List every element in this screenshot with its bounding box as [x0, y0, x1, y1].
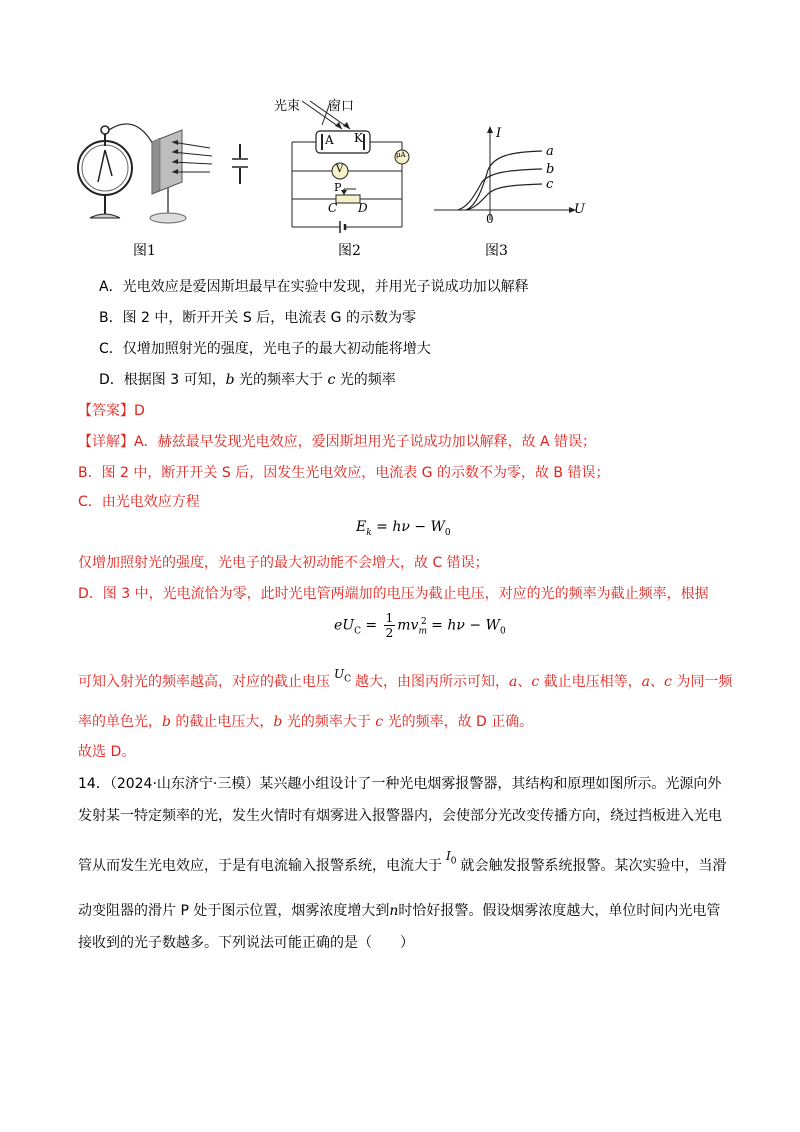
figure-1-label: 图1 — [133, 243, 156, 259]
explanation-a: A．赫兹最早发现光电效应，爱因斯坦用光子说成功加以解释，故 A 错误； — [134, 434, 597, 450]
question-14-line-1: 14．（2024·山东济宁·三模）某兴趣小组设计了一种光电烟雾报警器，其结构和原理如图所示。光源向外 — [78, 776, 722, 792]
microammeter-label: μA — [396, 151, 406, 159]
option-d-c: c — [327, 372, 336, 388]
option-d-post: 光的频率 — [335, 372, 396, 388]
equation-photoelectric: $E_k = h\nu - W_0$ — [356, 519, 451, 538]
arc-lamp-icon — [228, 142, 252, 186]
iu-curves — [430, 120, 590, 230]
figure-2-circuit — [272, 95, 422, 235]
question-14-line-5: 接收到的光子数越多。下列说法可能正确的是（ ） — [78, 935, 414, 951]
question-14-line-3: 管从而发生光电效应，于是有电流输入报警系统，电流大于$I_0$ 就会触发报警系统报警。某次实验中，当滑 — [78, 849, 727, 874]
question-14-line-2: 发射某一特定频率的光，发生火情时有烟雾进入报警器内，会使部分光改变传播方向，绕过挡板进入光电 — [78, 808, 722, 824]
figure-1-electroscope — [60, 118, 235, 230]
explanation-line-5: D．图 3 中，光电流恰为零，此时光电管两端加的电压为截止电压，对应的光的频率为截止频率，根据 — [78, 586, 709, 602]
curve-a-label: a — [546, 144, 554, 159]
curve-c-label: c — [546, 177, 554, 192]
answer-label: 【答案】 — [78, 403, 134, 419]
explanation-line-6: 可知入射光的频率越高，对应的截止电压 $U_C$ 越大，由图丙所示可知，a、c 截止电压相等，a、c 为同一频 — [78, 667, 733, 690]
window-label: 窗口 — [328, 99, 355, 114]
figure-3-label: 图3 — [485, 243, 508, 259]
curve-b-label: b — [546, 162, 555, 177]
figure-3-iu-graph — [430, 120, 590, 230]
beam-label: 光束 — [274, 99, 301, 114]
slider-p-label: P — [334, 181, 342, 194]
explanation-line-3: C．由光电效应方程 — [78, 494, 200, 510]
explanation-line-4: 仅增加照射光的强度，光电子的最大初动能不会增大，故 C 错误； — [78, 555, 489, 571]
voltmeter-label: V — [336, 164, 344, 175]
explanation-line-7: 率的单色光，b 的截止电压大，b 光的频率大于 c 光的频率，故 D 正确。 — [78, 714, 534, 730]
cathode-label: K — [354, 131, 363, 145]
anode-label: A — [325, 133, 334, 147]
option-a: A．光电效应是爱因斯坦最早在实验中发现，并用光子说成功加以解释 — [99, 279, 529, 295]
circuit-diagram — [272, 95, 422, 235]
answer-value: D — [134, 403, 145, 419]
option-b: B．图 2 中，断开开关 S 后，电流表 G 的示数为零 — [99, 310, 416, 326]
equation-stopping-voltage: $eU_C$ = $\frac{1}{2}$ $mv_m^2 = h\nu - W_0$ — [334, 611, 506, 640]
explanation-line-1 — [78, 432, 596, 452]
explanation-line-2: B．图 2 中，断开开关 S 后，因发生光电效应，电流表 G 的示数不为零，故 B 错误； — [78, 465, 610, 481]
explanation-conclusion: 故选 D。 — [78, 744, 136, 760]
option-d-b: b — [225, 372, 235, 388]
origin-label: 0 — [486, 212, 494, 226]
option-d — [99, 370, 396, 390]
explanation-label: 【详解】 — [78, 434, 134, 450]
option-c: C．仅增加照射光的强度，光电子的最大初动能将增大 — [99, 341, 431, 357]
symbol-uc: $U_C$ — [334, 667, 352, 685]
axis-u-label: U — [574, 202, 585, 217]
axis-i-label: I — [496, 126, 502, 141]
answer-line — [78, 401, 145, 421]
option-d-mid: 光的频率大于 — [234, 372, 328, 388]
option-d-pre: D．根据图 3 可知， — [99, 372, 226, 388]
figure-2-label: 图2 — [338, 243, 361, 259]
symbol-i0: $I_0$ — [446, 849, 457, 867]
rheostat-d-label: D — [358, 201, 368, 215]
question-14-line-4: 动变阻器的滑片 P 处于图示位置，烟雾浓度增大到n时恰好报警。假设烟雾浓度越大，单位时间内光电管 — [78, 903, 721, 919]
rheostat-c-label: C — [328, 201, 338, 215]
